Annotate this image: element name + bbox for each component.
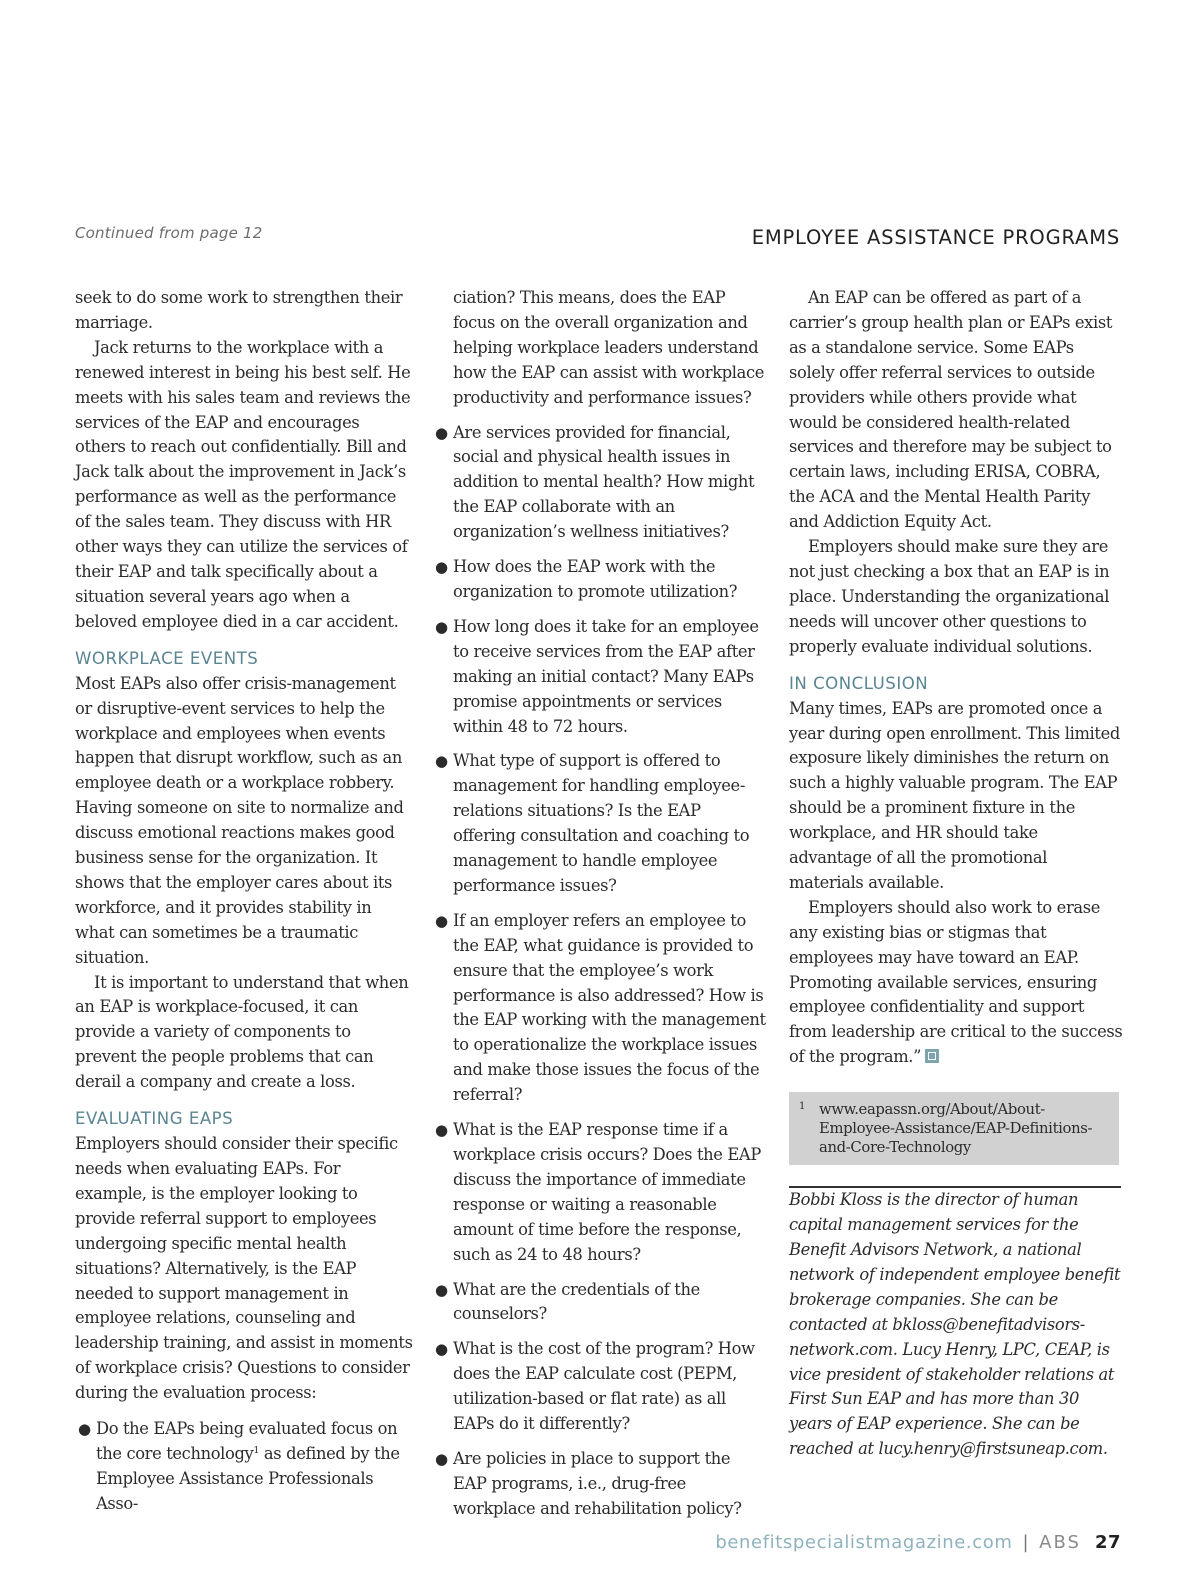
bullet-icon: ● bbox=[435, 1121, 448, 1140]
list-item: ● If an employer refers an employee to the EAP, what guidance is provided to ensure that the employee’s work performance is also addressed? How is the EAP working with the management to operationalize the workplace issues and make those issues the focus of the referral? bbox=[435, 910, 766, 1105]
bullet-icon: ● bbox=[435, 1280, 448, 1299]
paragraph: Employers should make sure they are not just checking a box that an EAP is in place. Understanding the organizational needs will uncover other questions to properly evaluate individual solutions. bbox=[789, 537, 1110, 656]
article-column-2 bbox=[432, 286, 768, 1522]
list-item: ● Are services provided for financial, social and physical health issues in addition to mental health? How might the EAP collaborate with an organization’s wellness initiatives? bbox=[435, 422, 755, 542]
list-item: ● What type of support is offered to management for handling employee-relations situations? Is the EAP offering consultation and coaching to management to handle employee performance issues? bbox=[435, 751, 750, 895]
list-item: ● What is the EAP response time if a workplace crisis occurs? Does the EAP discuss the importance of immediate response or waiting a reasonable amount of time before the response, such as 24 to 48 hours? bbox=[435, 1120, 761, 1264]
list-item: ● What is the cost of the program? How does the EAP calculate cost (PEPM, utilization-based or flat rate) as all EAPs do it differently? bbox=[435, 1339, 755, 1434]
article-column-1 bbox=[75, 286, 413, 1527]
paragraph: Most EAPs also offer crisis-management or disruptive-event services to help the workplace and employees when events happen that disrupt workflow, such as an employee death or a workplace robbery. Having someone on site to normalize and discuss emotional reactions makes good business sense for the organization. It shows that the employer cares about its workforce, and it provides stability in what can sometimes be a traumatic situation. bbox=[75, 673, 404, 967]
footnote-number: 1 bbox=[799, 1101, 806, 1113]
list-item: ● How does the EAP work with the organization to promote utilization? bbox=[435, 557, 738, 601]
list-item: ● How long does it take for an employee to receive services from the EAP after making an initial contact? Many EAPs promise appointments or services within 48 to 72 hours. bbox=[435, 616, 759, 736]
section-heading-in-conclusion: IN CONCLUSION bbox=[789, 673, 929, 693]
footer-separator: | bbox=[1022, 1532, 1030, 1553]
question-list bbox=[75, 1417, 413, 1517]
footnote-link[interactable]: www.eapassn.org/About/About-Employee-Assistance/EAP-Definitions-and-Core-Technology bbox=[819, 1101, 1093, 1157]
continued-note: Continued from page 12 bbox=[75, 224, 263, 242]
question-list bbox=[432, 421, 768, 1522]
paragraph: An EAP can be offered as part of a carrier’s group health plan or EAPs exist as a standalone service. Some EAPs solely offer referral services to outside providers while others provide what would be considered health-related services and therefore may be subject to certain laws, including ERISA, COBRA, the ACA and the Mental Health Parity and Addiction Equity Act. bbox=[789, 288, 1113, 532]
footnote-ref: 1 bbox=[253, 1444, 260, 1456]
section-title: EMPLOYEE ASSISTANCE PROGRAMS bbox=[751, 226, 1120, 249]
paragraph: It is important to understand that when an EAP is workplace-focused, it can provide a variety of components to prevent the people problems that can derail a company and create a loss. bbox=[75, 972, 409, 1092]
list-item: ● Are policies in place to support the EAP programs, i.e., drug-free workplace and rehabilitation policy? bbox=[435, 1448, 742, 1518]
paragraph-closing: Employers should also work to erase any existing bias or stigmas that employees may have toward an EAP. Promoting available services, ensuring employee confidentiality and support from leadership are critical to the success of the program.” bbox=[789, 897, 1123, 1067]
page-footer bbox=[715, 1532, 1121, 1553]
bullet-icon: ● bbox=[435, 617, 448, 636]
footer-site-link[interactable]: benefitspecialistmagazine.com bbox=[715, 1532, 1013, 1553]
paragraph: Many times, EAPs are promoted once a year during open enrollment. This limited exposure likely diminishes the return on such a highly valuable program. The EAP should be a prominent fixture in the workplace, and HR should take advantage of all the promotional materials available. bbox=[789, 698, 1120, 892]
bullet-icon: ● bbox=[435, 752, 448, 771]
bullet-icon: ● bbox=[435, 911, 448, 930]
paragraph: Jack returns to the workplace with a renewed interest in being his best self. He meets with his sales team and reviews the services of the EAP and encourages others to reach out confidentially. Bill and Jack talk about the improvement in Jack’s performance as well as the performance of the sales team. They discuss with HR other ways they can utilize the services of their EAP and talk specifically about a situation several years ago when a beloved employee died in a car accident. bbox=[75, 337, 411, 631]
end-mark-icon bbox=[925, 1049, 939, 1063]
bullet-icon: ● bbox=[435, 423, 448, 442]
list-item: ● What are the credentials of the counselors? bbox=[435, 1279, 700, 1324]
page-number: 27 bbox=[1094, 1532, 1121, 1553]
paragraph: Employers should consider their specific needs when evaluating EAPs. For example, is the employer looking to provide referral support to employees undergoing specific mental health situations? Alternatively, is the EAP needed to support management in employee relations, counseling and leadership training, and assist in moments of workplace crisis? Questions to consider during the evaluation process: bbox=[75, 1134, 413, 1403]
author-bio: Bobbi Kloss is the director of human capital management services for the Benefit Advisors Network, a national network of independent employee benefit brokerage companies. She can be contacted at bkloss@benefitadvisors-network.com. Lucy Henry, LPC, CEAP, is vice president of stakeholder relations at First Sun EAP and has more than 30 years of EAP experience. She can be reached at lucy.henry@firstsuneap.com. bbox=[789, 1190, 1121, 1459]
section-heading-evaluating-eaps: EVALUATING EAPS bbox=[75, 1109, 234, 1129]
paragraph: seek to do some work to strengthen their marriage. bbox=[75, 288, 403, 332]
bullet-icon: ● bbox=[435, 1340, 448, 1359]
footnote-box bbox=[789, 1092, 1119, 1165]
magazine-name: ABS bbox=[1039, 1532, 1081, 1553]
bullet-icon: ● bbox=[435, 558, 448, 577]
article-column-3 bbox=[789, 286, 1123, 1462]
section-heading-workplace-events: WORKPLACE EVENTS bbox=[75, 648, 259, 668]
paragraph: ciation? This means, does the EAP focus on the overall organization and helping workplace leaders understand how the EAP can assist with workplace productivity and performance issues? bbox=[453, 288, 765, 407]
bullet-icon: ● bbox=[78, 1420, 91, 1439]
list-item: ● Do the EAPs being evaluated focus on the core technology$^1$ as defined by the Employee Assistance Professionals Asso- bbox=[78, 1419, 400, 1513]
bullet-icon: ● bbox=[435, 1449, 448, 1468]
